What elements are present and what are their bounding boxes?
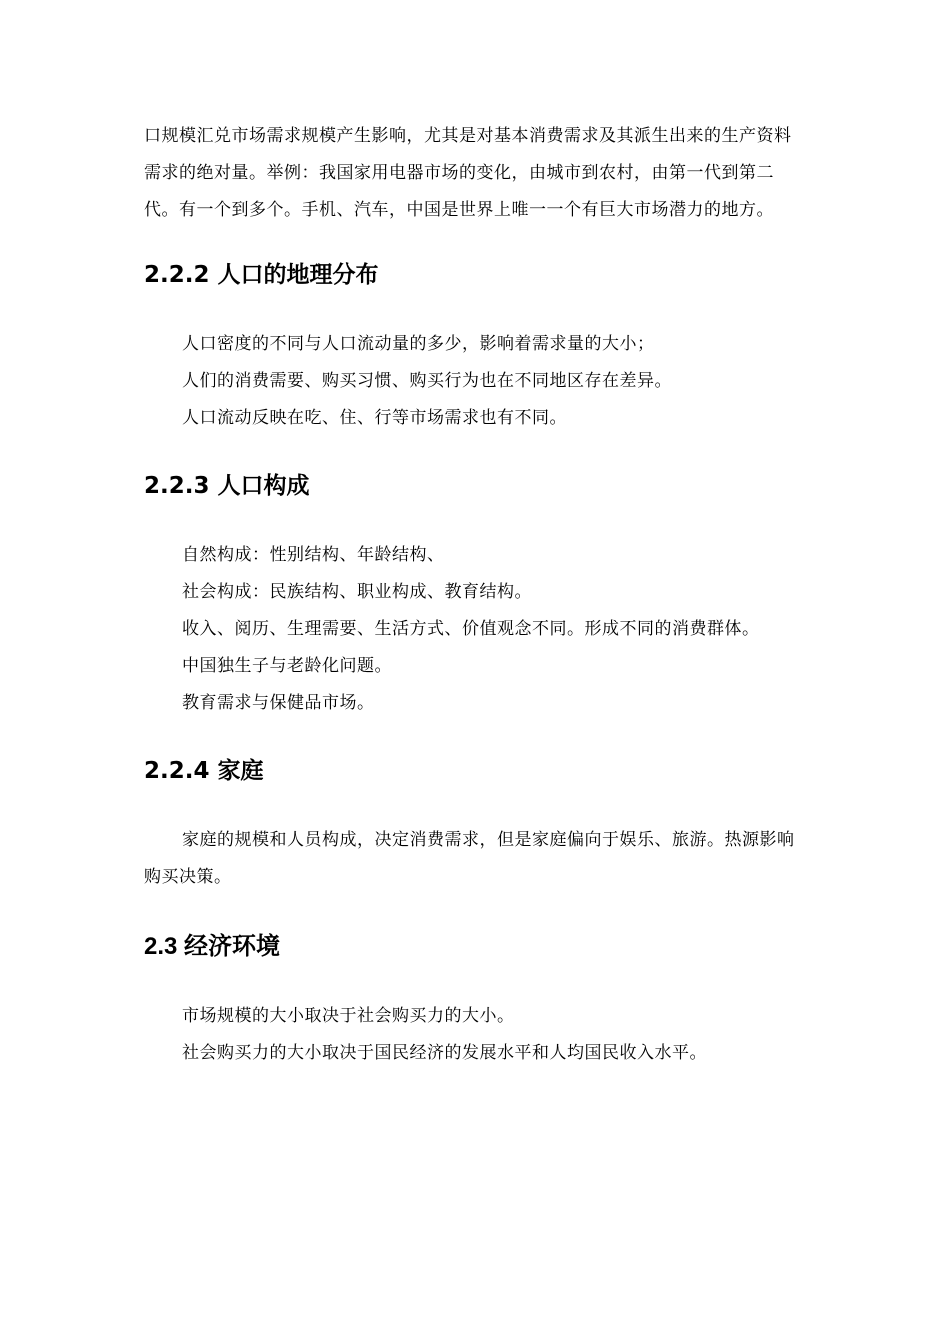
section-2-2-3-line: 收入、阅历、生理需要、生活方式、价值观念不同。形成不同的消费群体。 — [182, 619, 760, 639]
section-2-2-3-line: 中国独生子与老龄化问题。 — [182, 656, 392, 676]
section-2-2-3-line: 社会构成：民族结构、职业构成、教育结构。 — [182, 582, 532, 602]
page-content — [144, 118, 806, 1072]
section-2-2-2-line: 人口密度的不同与人口流动量的多少，影响着需求量的大小； — [182, 334, 655, 354]
intro-paragraph: 口规模汇兑市场需求规模产生影响，尤其是对基本消费需求及其派生出来的生产资料需求的绝对量。举例：我国家用电器市场的变化，由城市到农村，由第一代到第二代。有一个到多个。手机、汽车，中国是世界上唯一一个有巨大市场潜力的地方。 — [144, 126, 792, 220]
section-2-2-3-line: 自然构成：性别结构、年龄结构、 — [182, 545, 445, 565]
section-2-2-2-line: 人口流动反映在吃、住、行等市场需求也有不同。 — [182, 408, 567, 428]
heading-2-2-2: 2.2.2 人口的地理分布 — [144, 262, 379, 288]
heading-2-2-4: 2.2.4 家庭 — [144, 758, 264, 784]
section-2-2-2-line: 人们的消费需要、购买习惯、购买行为也在不同地区存在差异。 — [182, 371, 672, 391]
section-2-3-line: 市场规模的大小取决于社会购买力的大小。 — [182, 1006, 515, 1026]
section-2-2-4-paragraph: 家庭的规模和人员构成，决定消费需求，但是家庭偏向于娱乐、旅游。热源影响购买决策。 — [144, 830, 795, 887]
heading-2-2-3: 2.2.3 人口构成 — [144, 473, 310, 499]
heading-2-3: 2.3 经济环境 — [144, 933, 281, 960]
section-2-2-3-line: 教育需求与保健品市场。 — [182, 693, 375, 713]
section-2-3-line: 社会购买力的大小取决于国民经济的发展水平和人均国民收入水平。 — [182, 1043, 707, 1063]
